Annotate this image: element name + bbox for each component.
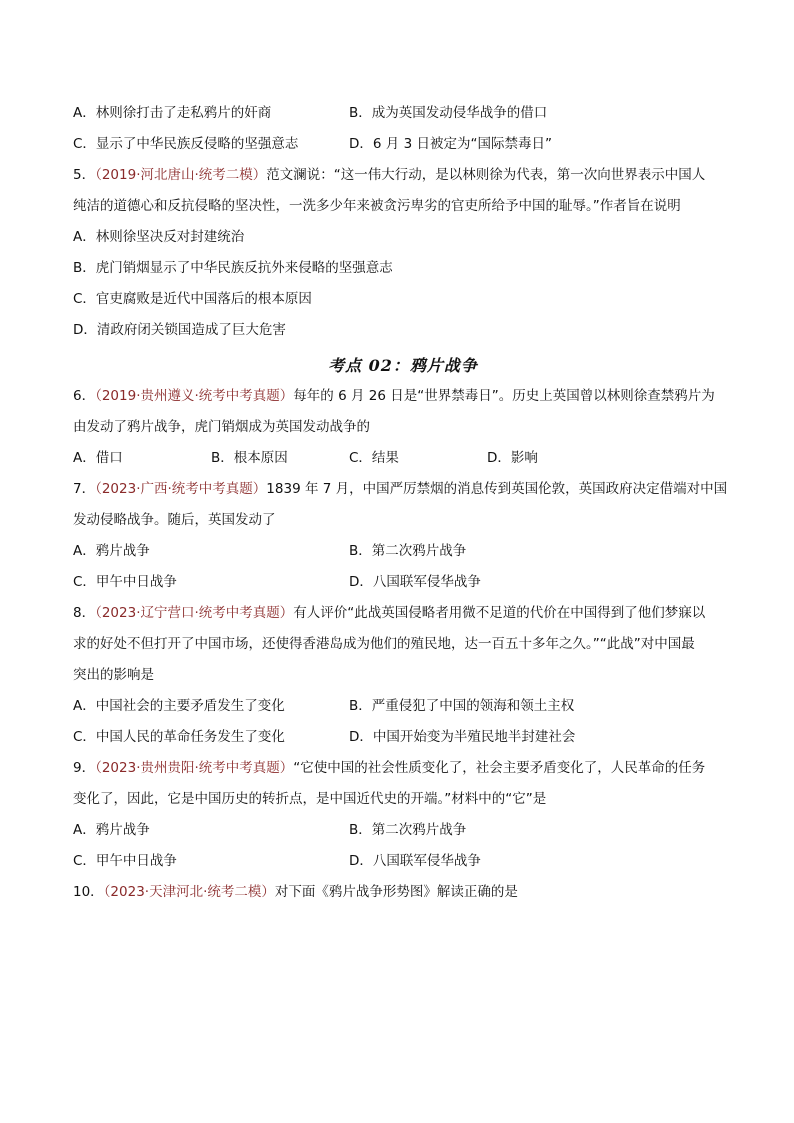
q5-stem-line-2: 纯洁的道德心和反抗侵略的坚决性，一洗多少年来被贪污卑劣的官吏所给予中国的耻辱。”作者旨在说明 — [73, 198, 681, 214]
q10-source: （2023·天津河北·统考二模） — [103, 884, 275, 900]
q4-option-c[interactable]: C．显示了中华民族反侵略的坚强意志 — [73, 136, 299, 152]
q7-text-1: 1839 年 7 月，中国严厉禁烟的消息传到英国伦敦，英国政府决定借端对中国 — [266, 481, 728, 497]
q6-text-1: 每年的 6 月 26 日是“世界禁毒日”。历史上英国曾以林则徐查禁鸦片为 — [293, 388, 715, 404]
q7-stem-line-2: 发动侵略战争。随后，英国发动了 — [73, 512, 276, 528]
q9-option-d[interactable]: D．八国联军侵华战争 — [349, 853, 481, 869]
q10-stem-line-1 — [73, 877, 733, 908]
q4-options-row-2 — [73, 129, 733, 160]
q8-options-row-1 — [73, 691, 733, 722]
q6-number: 6． — [73, 388, 96, 404]
q9-stem-line-2: 变化了，因此，它是中国历史的转折点，是中国近代史的开端。”材料中的“它”是 — [73, 791, 547, 807]
q9-number: 9． — [73, 760, 96, 776]
q4-options-row-1 — [73, 98, 733, 129]
q7-number: 7． — [73, 481, 96, 497]
q8-number: 8． — [73, 605, 96, 621]
q5-text-1: 范文澜说：“这一伟大行动，是以林则徐为代表，第一次向世界表示中国人 — [266, 167, 706, 183]
q9-source: （2023·贵州贵阳·统考中考真题） — [95, 760, 294, 776]
section-heading: 考点 02：鸦片战争 — [328, 356, 478, 375]
q8-stem-line-1 — [73, 598, 733, 629]
q9-options-row-1 — [73, 815, 733, 846]
q10-number: 10． — [73, 884, 104, 900]
q7-options-row-2 — [73, 567, 733, 598]
q8-option-c[interactable]: C．中国人民的革命任务发生了变化 — [73, 729, 285, 745]
q6-stem-line-2: 由发动了鸦片战争，虎门销烟成为英国发动战争的 — [73, 419, 370, 435]
q8-option-b[interactable]: B．严重侵犯了中国的领海和领土主权 — [349, 698, 575, 714]
q4-option-d[interactable]: D．6 月 3 日被定为“国际禁毒日” — [349, 136, 552, 152]
q10-text-1: 对下面《鸦片战争形势图》解读正确的是 — [274, 884, 518, 900]
q9-option-a[interactable]: A．鸦片战争 — [73, 822, 150, 838]
q4-option-a[interactable]: A．林则徐打击了走私鸦片的奸商 — [73, 105, 272, 121]
q8-options-row-2 — [73, 722, 733, 753]
q8-option-a[interactable]: A．中国社会的主要矛盾发生了变化 — [73, 698, 285, 714]
q6-option-b[interactable]: B．根本原因 — [211, 450, 288, 466]
q8-stem-line-2: 求的好处不但打开了中国市场，还使得香港岛成为他们的殖民地，达一百五十多年之久。”“此战”对中国最 — [73, 636, 695, 652]
q5-stem-line-1 — [73, 160, 733, 191]
q6-stem-line-1 — [73, 381, 733, 412]
q6-options-row — [73, 443, 733, 474]
q7-options-row-1 — [73, 536, 733, 567]
q9-options-row-2 — [73, 846, 733, 877]
q5-number: 5． — [73, 167, 96, 183]
q6-option-d[interactable]: D．影响 — [487, 450, 538, 466]
q4-option-b[interactable]: B．成为英国发动侵华战争的借口 — [349, 105, 548, 121]
q8-source: （2023·辽宁营口·统考中考真题） — [95, 605, 294, 621]
q9-option-c[interactable]: C．甲午中日战争 — [73, 853, 177, 869]
q7-source: （2023·广西·统考中考真题） — [95, 481, 267, 497]
q7-stem-line-1 — [73, 474, 733, 505]
q7-option-b[interactable]: B．第二次鸦片战争 — [349, 543, 467, 559]
q6-option-a[interactable]: A．借口 — [73, 450, 123, 466]
q6-option-c[interactable]: C．结果 — [349, 450, 399, 466]
q9-option-b[interactable]: B．第二次鸦片战争 — [349, 822, 467, 838]
q7-option-a[interactable]: A．鸦片战争 — [73, 543, 150, 559]
q7-option-d[interactable]: D．八国联军侵华战争 — [349, 574, 481, 590]
q8-text-1: 有人评价“此战英国侵略者用微不足道的代价在中国得到了他们梦寐以 — [293, 605, 706, 621]
q9-stem-line-1 — [73, 753, 733, 784]
q8-stem-line-3: 突出的影响是 — [73, 667, 154, 683]
q5-option-d[interactable]: D．清政府闭关锁国造成了巨大危害 — [73, 322, 286, 338]
q5-option-a[interactable]: A．林则徐坚决反对封建统治 — [73, 229, 245, 245]
q5-option-b[interactable]: B．虎门销烟显示了中华民族反抗外来侵略的坚强意志 — [73, 260, 393, 276]
q8-option-d[interactable]: D．中国开始变为半殖民地半封建社会 — [349, 729, 576, 745]
q7-option-c[interactable]: C．甲午中日战争 — [73, 574, 177, 590]
q9-text-1: “它使中国的社会性质变化了，社会主要矛盾变化了，人民革命的任务 — [293, 760, 706, 776]
q6-source: （2019·贵州遵义·统考中考真题） — [95, 388, 294, 404]
q5-source: （2019·河北唐山·统考二模） — [95, 167, 267, 183]
page-content — [73, 98, 733, 908]
q5-option-c[interactable]: C．官吏腐败是近代中国落后的根本原因 — [73, 291, 312, 307]
